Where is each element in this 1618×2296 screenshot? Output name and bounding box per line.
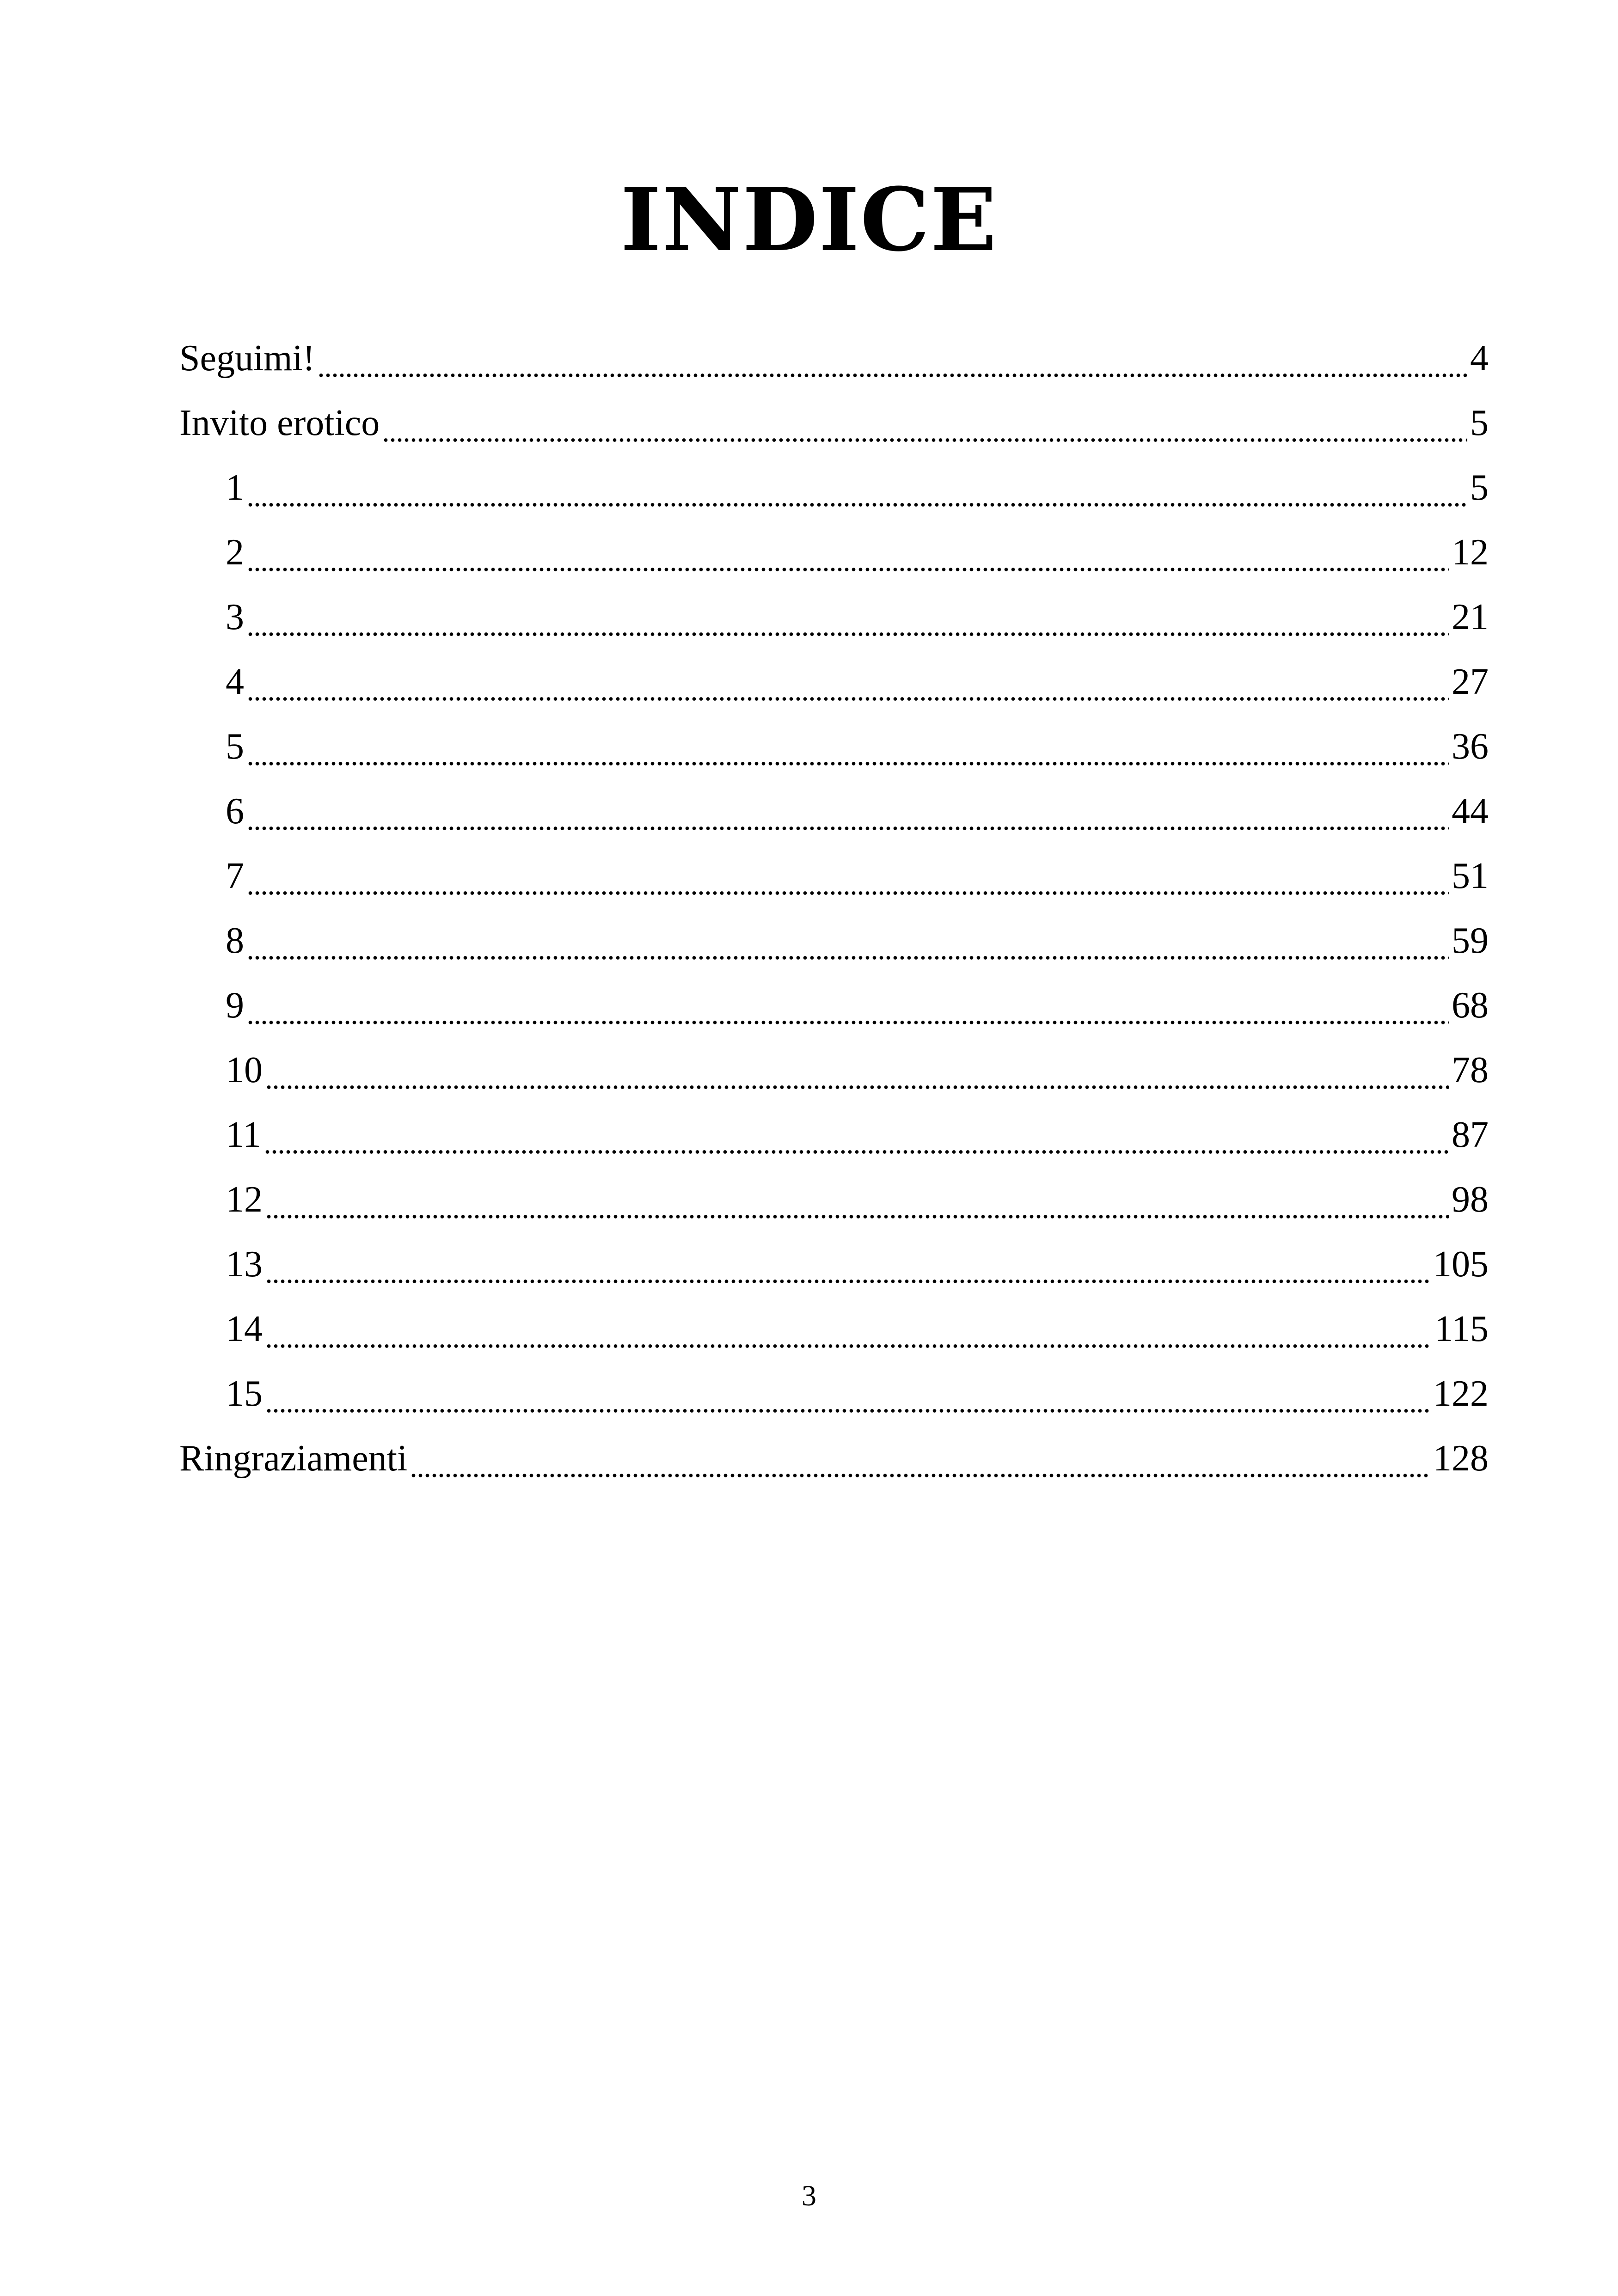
- toc-entry[interactable]: [179, 779, 1489, 844]
- toc-dot-leader: [247, 993, 1449, 1025]
- toc-entry[interactable]: [179, 1426, 1489, 1491]
- toc-entry[interactable]: [179, 455, 1489, 520]
- toc-dot-leader: [318, 346, 1467, 378]
- toc-entry[interactable]: [179, 973, 1489, 1038]
- toc-dot-leader: [247, 799, 1449, 831]
- toc-entry[interactable]: [179, 1167, 1489, 1232]
- toc-entry-label: 9: [226, 985, 244, 1026]
- toc-entry-label: 11: [226, 1114, 262, 1155]
- toc-entry[interactable]: [179, 1232, 1489, 1297]
- toc-dot-leader: [265, 1381, 1430, 1414]
- toc-entry-page: 27: [1452, 661, 1489, 702]
- toc-entry-page: 128: [1433, 1438, 1489, 1479]
- toc-entry[interactable]: [179, 326, 1489, 391]
- toc-entry-label: 6: [226, 791, 244, 832]
- toc-entry-label: 12: [226, 1179, 263, 1220]
- toc-entry[interactable]: [179, 714, 1489, 779]
- toc-dot-leader: [265, 1316, 1432, 1349]
- toc-dot-leader: [410, 1446, 1430, 1478]
- page-title: INDICE: [620, 168, 998, 271]
- toc-entry-page: 115: [1434, 1309, 1489, 1349]
- toc-entry-page: 122: [1433, 1373, 1489, 1414]
- toc-entry-page: 98: [1452, 1179, 1489, 1220]
- toc-entry[interactable]: [179, 1361, 1489, 1426]
- toc-dot-leader: [247, 669, 1449, 702]
- toc-entry-label: 3: [226, 597, 244, 637]
- toc-entry-label: 7: [226, 856, 244, 896]
- toc-entry-page: 44: [1452, 791, 1489, 832]
- toc-entry[interactable]: [179, 520, 1489, 585]
- toc-dot-leader: [247, 863, 1449, 896]
- toc-dot-leader: [382, 410, 1467, 443]
- toc-entry-label: 8: [226, 920, 244, 961]
- toc-entry[interactable]: [179, 1297, 1489, 1361]
- toc-entry-page: 78: [1452, 1050, 1489, 1090]
- toc-entry-label: Invito erotico: [179, 403, 380, 443]
- toc-dot-leader: [247, 734, 1449, 766]
- toc-dot-leader: [265, 1058, 1449, 1090]
- toc-dot-leader: [265, 1252, 1430, 1284]
- toc-entry-label: Seguimi!: [179, 338, 315, 379]
- toc-entry-page: 21: [1452, 597, 1489, 637]
- toc-dot-leader: [265, 1187, 1449, 1219]
- page-number: 3: [802, 2179, 816, 2212]
- toc-entry-page: 68: [1452, 985, 1489, 1026]
- toc-entry-label: 5: [226, 726, 244, 767]
- toc-entry-page: 36: [1452, 726, 1489, 767]
- toc-entry-page: 12: [1452, 532, 1489, 573]
- toc-entry[interactable]: [179, 1038, 1489, 1102]
- toc-entry-page: 5: [1470, 467, 1489, 508]
- toc-entry-label: 2: [226, 532, 244, 573]
- toc-dot-leader: [264, 1122, 1449, 1155]
- toc-dot-leader: [247, 605, 1449, 637]
- toc-entry-label: 14: [226, 1309, 263, 1349]
- toc-entry[interactable]: [179, 585, 1489, 649]
- toc-entry[interactable]: [179, 649, 1489, 714]
- toc-entry-page: 87: [1452, 1114, 1489, 1155]
- toc-dot-leader: [247, 540, 1449, 572]
- toc-entry-label: 4: [226, 661, 244, 702]
- toc-entry-page: 4: [1470, 338, 1489, 379]
- toc-entry[interactable]: [179, 844, 1489, 908]
- toc-entry-label: 15: [226, 1373, 263, 1414]
- toc-entry-label: Ringraziamenti: [179, 1438, 408, 1479]
- toc-entry[interactable]: [179, 1102, 1489, 1167]
- toc-entry-label: 13: [226, 1244, 263, 1285]
- toc-entry-label: 10: [226, 1050, 263, 1090]
- toc-entry-page: 59: [1452, 920, 1489, 961]
- toc-entry[interactable]: [179, 391, 1489, 455]
- toc-entry-page: 51: [1452, 856, 1489, 896]
- toc-entry[interactable]: [179, 908, 1489, 973]
- toc-dot-leader: [247, 928, 1449, 961]
- toc-dot-leader: [247, 475, 1467, 508]
- toc-entry-page: 105: [1433, 1244, 1489, 1285]
- toc-entry-page: 5: [1470, 403, 1489, 443]
- toc-entry-label: 1: [226, 467, 244, 508]
- table-of-contents: [179, 326, 1489, 1491]
